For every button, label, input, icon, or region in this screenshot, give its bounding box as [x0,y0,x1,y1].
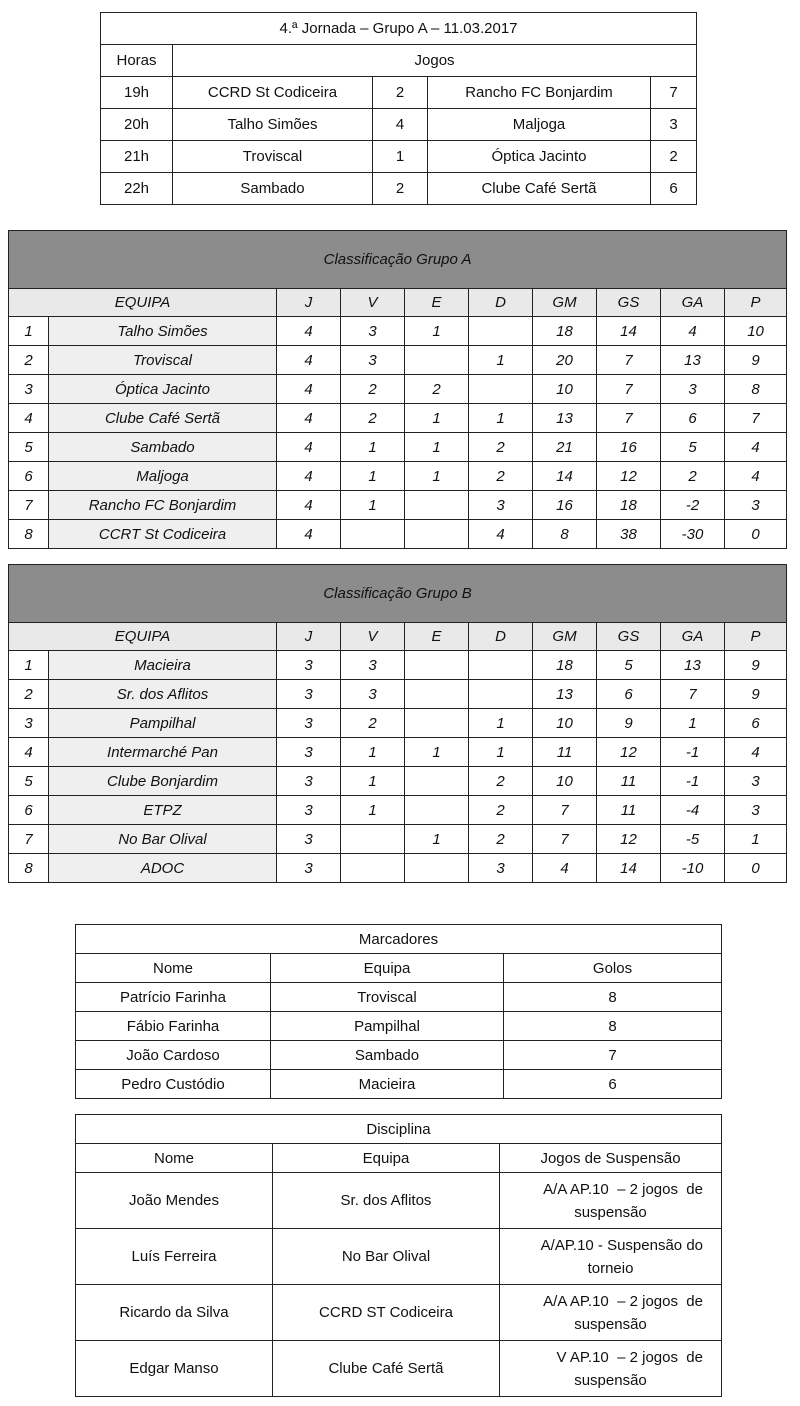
standing-position: 1 [9,651,49,680]
disciplina-table [75,1114,722,1397]
col-d: D [469,289,533,317]
standing-ga: 7 [661,680,725,709]
standing-gs: 12 [597,738,661,767]
standing-points: 8 [725,375,787,404]
standing-d [469,317,533,346]
standing-position: 6 [9,462,49,491]
table-row [76,1012,722,1041]
scorer-team: Pampilhal [271,1012,504,1041]
player-name: Ricardo da Silva [76,1285,273,1341]
game-away-goals: 6 [651,173,697,205]
suspension-cell [500,1173,722,1229]
standing-j: 3 [277,709,341,738]
col-ga: GA [661,623,725,651]
standing-gm: 20 [533,346,597,375]
scorer-team: Macieira [271,1070,504,1099]
standing-j: 4 [277,462,341,491]
standing-d: 1 [469,404,533,433]
standing-e: 2 [405,375,469,404]
grupo-b-title: Classificação Grupo B [9,565,787,623]
standing-j: 4 [277,433,341,462]
standing-points: 9 [725,680,787,709]
standing-e: 1 [405,404,469,433]
game-away-goals: 2 [651,141,697,173]
col-v: V [341,289,405,317]
standing-e [405,854,469,883]
standing-d: 3 [469,491,533,520]
standing-d [469,375,533,404]
standing-e [405,767,469,796]
standing-e [405,491,469,520]
game-row [101,77,697,109]
standing-v: 2 [341,375,405,404]
col-e: E [405,289,469,317]
standing-points: 1 [725,825,787,854]
suspension-line: A/A AP.10 – 2 jogos de [543,1180,703,1198]
game-hour: 19h [101,77,173,109]
game-row [101,141,697,173]
standing-team: Intermarché Pan [49,738,277,767]
standing-gm: 7 [533,825,597,854]
scorer-team: Troviscal [271,983,504,1012]
scorer-name: João Cardoso [76,1041,271,1070]
standing-j: 3 [277,651,341,680]
standing-ga: 4 [661,317,725,346]
col-equipa: Equipa [273,1144,500,1173]
standing-e [405,709,469,738]
game-hour: 22h [101,173,173,205]
col-j: J [277,289,341,317]
standing-ga: -2 [661,491,725,520]
standing-gm: 11 [533,738,597,767]
scorer-goals: 6 [504,1070,722,1099]
standing-v: 1 [341,738,405,767]
standing-gs: 12 [597,462,661,491]
suspension-cell [500,1285,722,1341]
standing-v [341,854,405,883]
table-row [9,796,787,825]
table-row [76,1285,722,1341]
game-away-team: Maljoga [428,109,651,141]
standing-ga: 13 [661,651,725,680]
col-golos: Golos [504,954,722,983]
standing-gs: 6 [597,680,661,709]
scorer-team: Sambado [271,1041,504,1070]
scorer-name: Fábio Farinha [76,1012,271,1041]
table-row [9,709,787,738]
col-equipa: EQUIPA [9,623,277,651]
standing-v [341,825,405,854]
standing-gm: 21 [533,433,597,462]
standing-ga: -10 [661,854,725,883]
table-row [76,1041,722,1070]
col-d: D [469,623,533,651]
standing-ga: 1 [661,709,725,738]
standing-v: 2 [341,404,405,433]
standing-gs: 5 [597,651,661,680]
game-home-goals: 2 [373,77,428,109]
standing-points: 0 [725,854,787,883]
standing-position: 5 [9,433,49,462]
standing-position: 3 [9,375,49,404]
standing-gm: 13 [533,404,597,433]
standing-team: Talho Simões [49,317,277,346]
standing-team: CCRT St Codiceira [49,520,277,549]
table-row [76,1229,722,1285]
player-team: No Bar Olival [273,1229,500,1285]
standing-team: Maljoga [49,462,277,491]
standing-d: 1 [469,346,533,375]
col-ga: GA [661,289,725,317]
standing-gs: 14 [597,317,661,346]
suspension-line: torneio [587,1259,634,1277]
suspension-line: A/A AP.10 – 2 jogos de [543,1292,703,1310]
table-row [76,1070,722,1099]
grupo-a-title: Classificação Grupo A [9,231,787,289]
col-gm: GM [533,623,597,651]
standing-team: Troviscal [49,346,277,375]
standing-gm: 8 [533,520,597,549]
standing-gm: 4 [533,854,597,883]
marcadores-title: Marcadores [76,925,722,954]
table-row [9,462,787,491]
col-equipa: EQUIPA [9,289,277,317]
table-row [9,738,787,767]
table-row [9,825,787,854]
standing-d [469,651,533,680]
standing-d: 2 [469,796,533,825]
standing-points: 4 [725,738,787,767]
standing-j: 3 [277,854,341,883]
standing-gs: 9 [597,709,661,738]
standing-e [405,520,469,549]
game-away-goals: 3 [651,109,697,141]
table-row [9,520,787,549]
standing-gs: 7 [597,346,661,375]
standing-team: Pampilhal [49,709,277,738]
player-name: Edgar Manso [76,1341,273,1397]
game-away-goals: 7 [651,77,697,109]
player-team: Clube Café Sertã [273,1341,500,1397]
standing-position: 3 [9,709,49,738]
standing-points: 3 [725,767,787,796]
col-j: J [277,623,341,651]
standing-gs: 7 [597,404,661,433]
header-jogos: Jogos [173,45,697,77]
player-team: Sr. dos Aflitos [273,1173,500,1229]
standing-d [469,680,533,709]
player-name: João Mendes [76,1173,273,1229]
standing-gm: 18 [533,317,597,346]
standing-v: 2 [341,709,405,738]
standing-e [405,651,469,680]
standing-v: 1 [341,433,405,462]
standing-j: 4 [277,491,341,520]
scorer-goals: 8 [504,983,722,1012]
standing-j: 3 [277,825,341,854]
standing-e: 1 [405,825,469,854]
game-away-team: Rancho FC Bonjardim [428,77,651,109]
col-suspensao: Jogos de Suspensão [500,1144,722,1173]
game-home-team: Sambado [173,173,373,205]
game-home-goals: 1 [373,141,428,173]
standing-e [405,796,469,825]
standing-ga: -1 [661,738,725,767]
standing-team: ADOC [49,854,277,883]
standing-team: Clube Bonjardim [49,767,277,796]
grupo-a-body [9,317,787,549]
standing-v: 1 [341,796,405,825]
game-hour: 20h [101,109,173,141]
standing-d: 2 [469,767,533,796]
standing-e: 1 [405,738,469,767]
header-horas: Horas [101,45,173,77]
game-row [101,109,697,141]
table-row [9,680,787,709]
standing-position: 4 [9,404,49,433]
standing-position: 7 [9,825,49,854]
disciplina-title: Disciplina [76,1115,722,1144]
standing-ga: -5 [661,825,725,854]
col-equipa: Equipa [271,954,504,983]
standing-gm: 10 [533,375,597,404]
standing-gs: 12 [597,825,661,854]
standing-points: 0 [725,520,787,549]
grupo-a-table [8,230,787,549]
grupo-b-header-row [9,623,787,651]
standing-points: 7 [725,404,787,433]
standing-gm: 10 [533,767,597,796]
suspension-line: suspensão [574,1315,647,1333]
standing-gs: 16 [597,433,661,462]
game-hour: 21h [101,141,173,173]
standing-j: 3 [277,680,341,709]
col-gs: GS [597,289,661,317]
standing-points: 6 [725,709,787,738]
standing-ga: 2 [661,462,725,491]
standing-j: 3 [277,767,341,796]
standing-gm: 10 [533,709,597,738]
suspension-line: suspensão [574,1371,647,1389]
grupo-b-table [8,564,787,883]
standing-points: 3 [725,491,787,520]
standing-position: 2 [9,680,49,709]
col-nome: Nome [76,1144,273,1173]
standing-gs: 11 [597,767,661,796]
col-v: V [341,623,405,651]
standing-ga: 5 [661,433,725,462]
game-home-goals: 4 [373,109,428,141]
standing-gs: 11 [597,796,661,825]
standing-points: 10 [725,317,787,346]
standing-position: 1 [9,317,49,346]
standing-gs: 14 [597,854,661,883]
standing-d: 4 [469,520,533,549]
standing-e: 1 [405,317,469,346]
standing-j: 3 [277,738,341,767]
col-gm: GM [533,289,597,317]
table-row [9,404,787,433]
standing-ga: 3 [661,375,725,404]
standing-points: 4 [725,462,787,491]
standing-gm: 13 [533,680,597,709]
game-home-team: Talho Simões [173,109,373,141]
standing-gm: 14 [533,462,597,491]
table-row [9,375,787,404]
standing-position: 5 [9,767,49,796]
col-e: E [405,623,469,651]
standing-position: 6 [9,796,49,825]
standing-ga: -1 [661,767,725,796]
standing-d: 2 [469,462,533,491]
standing-gs: 7 [597,375,661,404]
table-row [9,854,787,883]
standing-ga: -30 [661,520,725,549]
standing-team: ETPZ [49,796,277,825]
standing-e: 1 [405,462,469,491]
scorer-name: Patrício Farinha [76,983,271,1012]
standing-gs: 18 [597,491,661,520]
standing-points: 4 [725,433,787,462]
standing-team: Clube Café Sertã [49,404,277,433]
table-row [9,491,787,520]
standing-points: 9 [725,651,787,680]
standing-gm: 7 [533,796,597,825]
standing-position: 2 [9,346,49,375]
game-row [101,173,697,205]
jornada-title: 4.ª Jornada – Grupo A – 11.03.2017 [101,13,697,45]
standing-team: Óptica Jacinto [49,375,277,404]
scorer-goals: 7 [504,1041,722,1070]
standing-j: 4 [277,520,341,549]
standing-v: 1 [341,462,405,491]
standing-d: 3 [469,854,533,883]
table-row [9,433,787,462]
standing-d: 2 [469,433,533,462]
standing-j: 4 [277,404,341,433]
standing-gm: 16 [533,491,597,520]
standing-ga: -4 [661,796,725,825]
scorer-name: Pedro Custódio [76,1070,271,1099]
player-name: Luís Ferreira [76,1229,273,1285]
standing-d: 1 [469,709,533,738]
suspension-cell [500,1341,722,1397]
standing-v: 3 [341,680,405,709]
grupo-b-body [9,651,787,883]
standing-v: 1 [341,491,405,520]
col-p: P [725,623,787,651]
grupo-a-header-row [9,289,787,317]
standing-j: 4 [277,375,341,404]
col-nome: Nome [76,954,271,983]
standing-v: 1 [341,767,405,796]
standing-team: Rancho FC Bonjardim [49,491,277,520]
standing-points: 3 [725,796,787,825]
player-team: CCRD ST Codiceira [273,1285,500,1341]
game-away-team: Clube Café Sertã [428,173,651,205]
table-row [9,317,787,346]
standing-j: 4 [277,317,341,346]
game-home-goals: 2 [373,173,428,205]
standing-gs: 38 [597,520,661,549]
col-p: P [725,289,787,317]
standing-team: Sr. dos Aflitos [49,680,277,709]
game-away-team: Óptica Jacinto [428,141,651,173]
standing-d: 1 [469,738,533,767]
game-home-team: CCRD St Codiceira [173,77,373,109]
standing-v: 3 [341,651,405,680]
standing-v: 3 [341,317,405,346]
suspension-line: suspensão [574,1203,647,1221]
standing-e [405,680,469,709]
suspension-cell [500,1229,722,1285]
table-row [9,767,787,796]
standing-team: Sambado [49,433,277,462]
scorer-goals: 8 [504,1012,722,1041]
table-row [9,346,787,375]
table-row [76,983,722,1012]
standing-ga: 13 [661,346,725,375]
table-row [76,1341,722,1397]
standing-e [405,346,469,375]
standing-v [341,520,405,549]
standing-position: 8 [9,520,49,549]
standing-j: 4 [277,346,341,375]
standing-team: Macieira [49,651,277,680]
standing-j: 3 [277,796,341,825]
suspension-line: V AP.10 – 2 jogos de [556,1348,703,1366]
standing-position: 8 [9,854,49,883]
standing-position: 4 [9,738,49,767]
col-gs: GS [597,623,661,651]
standing-points: 9 [725,346,787,375]
standing-gm: 18 [533,651,597,680]
standing-position: 7 [9,491,49,520]
standing-v: 3 [341,346,405,375]
table-row [76,1173,722,1229]
standing-team: No Bar Olival [49,825,277,854]
game-home-team: Troviscal [173,141,373,173]
standing-ga: 6 [661,404,725,433]
suspension-line: A/AP.10 - Suspensão do [540,1236,703,1254]
table-row [9,651,787,680]
jornada-table [100,12,697,205]
standing-e: 1 [405,433,469,462]
marcadores-table [75,924,722,1099]
standing-d: 2 [469,825,533,854]
